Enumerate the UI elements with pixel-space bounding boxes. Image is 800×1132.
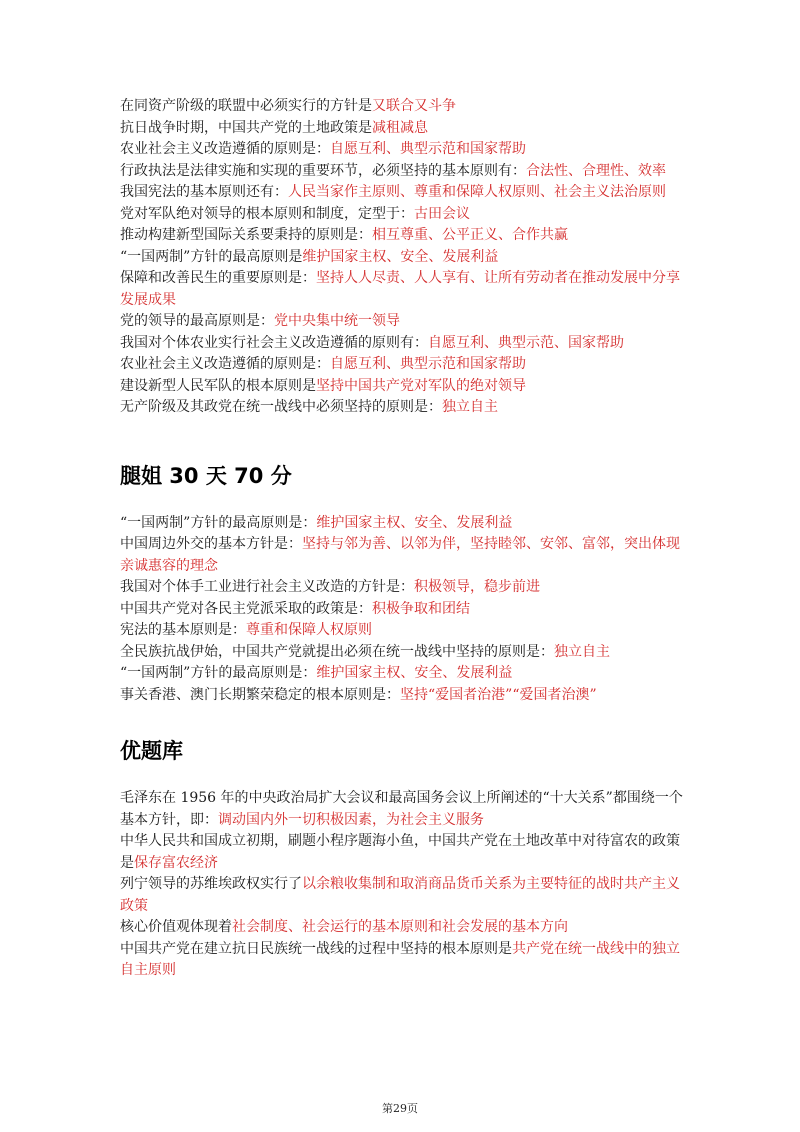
answer-text: 减租减息 [372,119,428,136]
answer-text: 维护国家主权、安全、发展利益 [316,514,513,531]
qa-line [120,939,685,982]
question-text: 中华人民共和国成立初期，刷题小程序题海小鱼，中国共产党在土地改革中对待富农的政策是 [120,833,680,871]
answer-text: 人民当家作主原则、尊重和保障人权原则、社会主义法治原则 [288,184,666,200]
answer-text: 相互尊重、公平正义、合作共赢 [372,227,568,243]
qa-line [120,376,685,398]
qa-line [120,513,685,535]
answer-text: 社会制度、社会运行的基本原则和社会发展的基本方向 [232,919,568,935]
qa-line [120,311,685,333]
answer-text: 坚持“爱国者治港”“爱国者治澳” [400,686,597,703]
question-text: 中国共产党对各民主党派采取的政策是： [120,600,372,617]
qa-line [120,917,685,939]
section-heading-tuijie: 腿姐 30 天 70 分 [120,463,292,488]
qa-line [120,620,685,642]
answer-text: 保存富农经济 [134,854,218,871]
answer-text: 自愿互利、典型示范和国家帮助 [330,141,526,157]
question-text: 建设新型人民军队的根本原则是 [120,377,316,394]
question-text: 全民族抗战伊始，中国共产党就提出必须在统一战线中坚持的原则是： [120,643,554,660]
answer-text: 自愿互利、典型示范和国家帮助 [330,356,526,372]
question-text: 无产阶级及其政党在统一战线中必须坚持的原则是： [120,399,442,415]
qa-line [120,139,685,161]
section-heading-youtiku: 优题库 [120,739,183,763]
question-text: 我国宪法的基本原则还有： [120,184,288,200]
question-text: 党的领导的最高原则是： [120,313,274,329]
qa-line [120,268,685,311]
qa-line [120,354,685,376]
section-principles [120,96,685,419]
answer-text: 坚持中国共产党对军队的绝对领导 [316,377,526,394]
page-number: 第29页 [382,1102,418,1115]
qa-line [120,663,685,685]
qa-line [120,599,685,621]
qa-line [120,333,685,355]
question-text: 中国共产党在建立抗日民族统一战线的过程中坚持的根本原则是 [120,940,512,957]
answer-text: 独立自主 [554,643,610,660]
question-text: 行政执法是法律实施和实现的重要环节，必须坚持的基本原则有： [120,162,526,179]
question-text: 农业社会主义改造遵循的原则是： [120,356,330,372]
question-text: “一国两制”方针的最高原则是： [120,514,317,531]
answer-text: 坚持与邻为善、以邻为伴，坚持睦邻、安邻、富邻，突出体现亲诚惠容的理念 [120,536,680,574]
question-text: 核心价值观体现着 [120,919,232,935]
question-text: 农业社会主义改造遵循的原则是： [120,141,330,157]
qa-line [120,874,685,917]
answer-text: 尊重和保障人权原则 [246,622,372,638]
question-text: 抗日战争时期，中国共产党的土地政策是 [120,119,372,136]
question-text: 党对军队绝对领导的根本原则和制度，定型于： [120,205,414,222]
answer-text: 维护国家主权、安全、发展利益 [302,248,499,265]
answer-text: 维护国家主权、安全、发展利益 [316,665,513,681]
qa-line [120,161,685,183]
question-text: 保障和改善民生的重要原则是： [120,270,316,286]
qa-line [120,182,685,204]
answer-text: 以余粮收集制和取消商品货币关系为主要特征的战时共产主义政策 [120,876,680,914]
question-text: 我国对个体农业实行社会主义改造遵循的原则有： [120,334,428,351]
question-text: 推动构建新型国际关系要秉持的原则是： [120,227,372,243]
question-text: “一国两制”方针的最高原则是： [120,665,317,681]
question-text: 列宁领导的苏维埃政权实行了 [120,876,302,892]
question-text: 在同资产阶级的联盟中必须实行的方针是 [120,98,372,114]
answer-text: 共产党在统一战线中的独立自主原则 [120,940,680,978]
answer-text: 合法性、合理性、效率 [526,162,666,179]
section-youtiku [120,788,685,982]
question-text: 宪法的基本原则是： [120,622,246,638]
answer-text: 古田会议 [414,205,470,222]
qa-line [120,118,685,140]
qa-line [120,534,685,577]
section-tuijie [120,513,685,707]
qa-line [120,204,685,226]
question-text: 我国对个体手工业进行社会主义改造的方针是： [120,579,414,595]
qa-line [120,96,685,118]
answer-text: 积极领导，稳步前进 [414,579,540,595]
answer-text: 积极争取和团结 [372,600,470,617]
qa-line [120,788,685,831]
qa-line [120,577,685,599]
answer-text: 自愿互利、典型示范、国家帮助 [428,334,624,351]
question-text: “一国两制”方针的最高原则是 [120,248,303,265]
question-text: 毛泽东在 1956 年的中央政治局扩大会议和最高国务会议上所阐述的“十大关系”都围绕一个基本方针，即： [120,790,683,828]
qa-line [120,831,685,874]
answer-text: 调动国内外一切积极因素，为社会主义服务 [218,811,484,828]
document-page [120,96,685,982]
answer-text: 党中央集中统一领导 [274,313,400,329]
question-text: 中国周边外交的基本方针是： [120,536,302,552]
qa-line [120,397,685,419]
qa-line [120,247,685,269]
answer-text: 独立自主 [442,399,498,415]
answer-text: 坚持人人尽责、人人享有、让所有劳动者在推动发展中分享发展成果 [120,270,680,308]
answer-text: 又联合又斗争 [372,98,456,114]
qa-line [120,685,685,707]
qa-line [120,225,685,247]
question-text: 事关香港、澳门长期繁荣稳定的根本原则是： [120,686,400,703]
qa-line [120,642,685,664]
